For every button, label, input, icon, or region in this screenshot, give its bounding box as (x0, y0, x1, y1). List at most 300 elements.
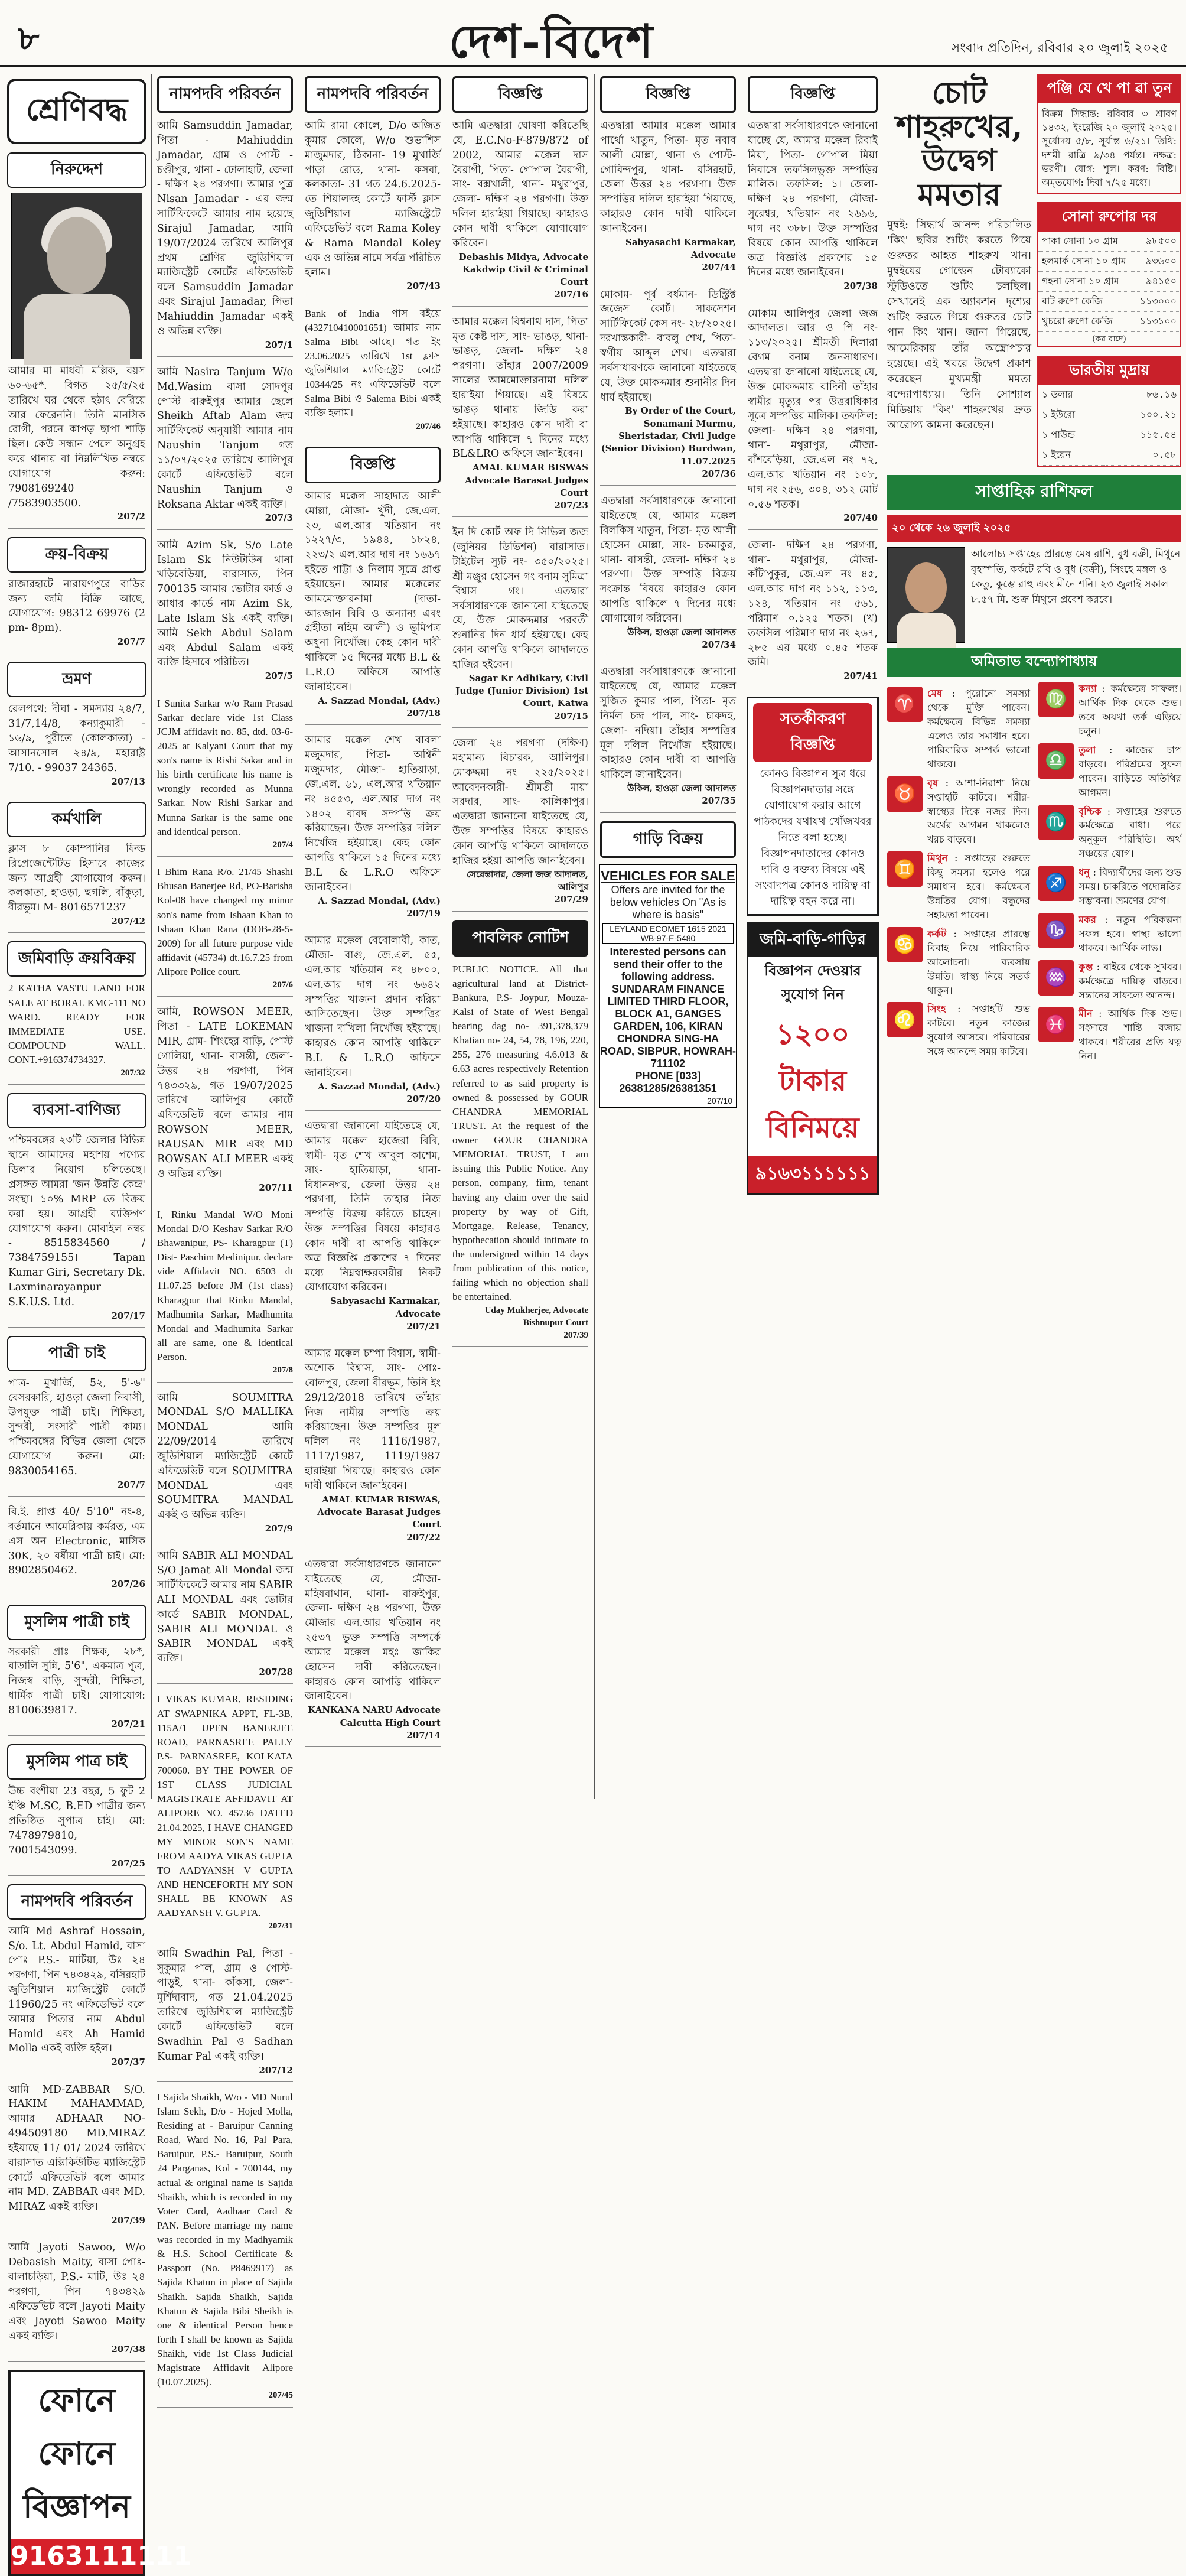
ad-signature: A. Sazzad Mondal, (Adv.) (318, 1081, 441, 1092)
rate-value: ১১৫.৫৪ (1106, 425, 1180, 445)
rate-label: ১ ডলার (1038, 385, 1106, 405)
horoscope-sign: ♐ ধনু : বিদ্যার্থীদের জন্য শুভ সময়। চাকরিতে পদোন্নতির সম্ভাবনা। ভ্রমণের যোগ। (1038, 866, 1181, 908)
vehicle-ad-title: VEHICLES FOR SALE (601, 868, 735, 883)
rate-row (1038, 312, 1180, 332)
classified-ad (600, 288, 736, 486)
rate-value: ৯৩৬০০ (1134, 252, 1180, 272)
rate-row (1038, 232, 1180, 252)
horoscope-sign: ♉ বৃষ : আশা-নিরাশা নিয়ে সপ্তাহটি কাটবে। শরীর-স্বাস্থ্যের দিকে নজর দিন। অর্থের আগমন থাকলেও খরচ বাড়বে। (887, 776, 1030, 847)
ad-ref: 207/38 (111, 2344, 145, 2355)
ad-text: আমি রামা কোলে, D/o অজিত কুমার কোলে, W/o শুভাশিস মাজুমদার, ঠিকানা- 19 মুখার্জি পাড়া রোড, থানা- কসবা, কলকাতা- 31 গত 24.6.2025-তে শিয়ালদহ কোর্টে ফার্স্ট ক্লাস জুডিশিয়াল ম্যাজিস্ট্রেটে এফিডেভিট বলে Rama Koley & Rama Mandal Koley এক ও অভিন্ন নামে সর্বত্র পরিচিত হলাম। (305, 120, 441, 279)
ad-text: রেলপথে: দীঘা - সমস্যায় ২৪/7, 31/7,14/8, কন্যাকুমারী - ১৬/৯, পুরীতে (কোলকাতা) - আসানসোল ২৪/৯, মহারাষ্ট্র 7/10. - 99037 24365. (8, 703, 145, 774)
rate-label: হলমার্ক সোনা ১০ গ্রাম (1038, 252, 1134, 272)
ad-ref: 207/36 (702, 468, 736, 479)
classified-ad (8, 842, 145, 934)
sign-name: কুম্ভ (1079, 961, 1093, 972)
currency-table (1038, 385, 1180, 466)
public-notice-text: PUBLIC NOTICE. All that agricultural land at District- Bankura, P.S- Joypur, Mouza- Kalsi of State of West Bengal bearing dag no- 391,378,379 Khatian no- 24, 54, 78, 196, 220, 255, 276 measuring 4.6.013 & 6.63 acres respectively Retention referred to as said property is owned & possessed by GOUR CHANDRA MEMORIAL TRUST. At the request of the owner GOUR CHANDRA MEMORIAL TRUST, I am issuing this Public Notice. Any person, company, firm, tenant having any claim over the said property by way of Gift, Mortgage, Release, Tenancy, hypothecation should intimate to the undersigned within 14 days from publication of this notice, failing which no objection shall be entertained. (452, 963, 588, 1303)
ad-text: আমি Azim Sk, S/o Late Islam Sk নিউটাউন থানা খড়িবেড়িয়া, বারাসাত, পিন 700135 আমার ভোটার কার্ড ও আধার কার্ডে নাম Azim Sk, Late Islam Sk একই ব্যক্তি। আমি Sekh Abdul Salam এবং Abdul Salam একই ব্যক্তি হিসাবে পরিচিত। (157, 539, 293, 669)
ad-text: আমার মক্কেল চম্পা বিশ্বাস, স্বামী- অশোক বিশ্বাস, সাং- পোঃ- বোলপুর, জেলা বীরভূম, তিনি ইং 29/12/2018 তারিখে তাঁহার নিজ নামীয় সম্পত্তি ক্রয় করিয়াছেন। উক্ত সম্পত্তির মূল দলিল নং 1116/1987, 1117/1987, 1119/1987 হারাইয়া গিয়াছে। কাহারও কোন দাবী থাকিলে জানাইবেন। (305, 1348, 441, 1492)
classified-ad (157, 697, 293, 857)
classified-ad (305, 934, 441, 1111)
classified-ad (8, 981, 145, 1085)
ad-ref: 207/29 (554, 894, 588, 905)
classified-ad (157, 119, 293, 357)
ad-text: 2 KATHA VASTU LAND FOR SALE AT BORAL KMC-111 NO WARD. READY FOR IMMEDIATE USE. COMPOUND WALL. CONT.+916374734327. (8, 983, 145, 1066)
classified-ad (748, 538, 878, 688)
ad-text: আমি, ROWSON MEER, পিতা - LATE LOKEMAN MIR, গ্রাম- শিংহের বাড়ি, পোস্ট গোলিয়া, থানা- বাসন্তী, জেলা- উত্তর ২৪ পরগণা, পিন ৭৪৩৩২৯, গত 19/07/2025 তারিখে আলিপুর কোর্টে এফিডেভিট বলে আমার নাম ROWSON MEER, RAUSAN MIR এবং MD ROWSAN ALI MEER একই ও অভিন্ন ব্যক্তি। (157, 1006, 293, 1180)
horoscope-intro-text: আলোচ্য সপ্তাহের প্রারম্ভে মেষ রাশি, বুধ বক্রী, মিথুনে বৃহস্পতি, কর্কটে রবি ও বুধ (বক্রী), সিংহে মঙ্গল ও কেতু, কুম্ভে রাহু এবং মীনে শনি। ২৩ জুলাই সকাল ৮.৫৭ মি. শুক্র মিথুনে প্রবেশ করবে। (971, 548, 1181, 606)
missing-person-photo (11, 193, 142, 359)
ad-ref: 207/14 (406, 1729, 441, 1741)
horoscope-sign: ♋ কর্কট : সপ্তাহের প্রারম্ভে বিবাহ নিয়ে পারিবারিক আলোচনা। ব্যবসায় উন্নতি। স্বাস্থ্য নিয়ে সতর্ক থাকুন। (887, 927, 1030, 998)
horoscope-sign: ♏ বৃশ্চিক : সপ্তাহের শুরুতে কর্মক্ষেত্রে বাধা। পরে অনুকূল পরিস্থিতি। অর্থ সঞ্চয়ের যোগ। (1038, 805, 1181, 861)
classified-ad (8, 1133, 145, 1327)
property-ad-subheading: বিজ্ঞাপন দেওয়ার সুযোগ নিন (764, 961, 861, 1003)
phone-ad-number[interactable]: 9163111111 (11, 2539, 143, 2574)
ad-ref: 207/7 (117, 636, 145, 648)
classified-ad (305, 489, 441, 725)
sign-text: সপ্তাহের শুরুতে কিছু সমস্যা হলেও পরে সমাধান হবে। কর্মক্ষেত্রে উন্নতির যোগ। বন্ধুদের সহায়তা পাবেন। (927, 853, 1030, 921)
sign-text: কাজের চাপ বাড়বে। পরিশ্রমের সুফল পাবেন। বাড়িতে অতিথির আগমন। (1079, 744, 1181, 798)
public-notice-signature: Uday Mukherjee, Advocate Bishnupur Court (484, 1305, 588, 1328)
vehicle-heading: গাড়ি বিক্রয় (600, 821, 736, 858)
ad-ref: 207/39 (111, 2215, 145, 2226)
zodiac-icon: ♌ (887, 1002, 923, 1037)
ad-text: এতদ্বারা সর্বসাধারণকে জানানো যাইতেছে যে, আমার মক্কেল বিলকিস খাতুন, পিতা- মৃত আলী হোসেন মোল্লা, সাং- চকমাকুর, থানা- বাসন্তী, জেলা- দক্ষিণ ২৪ পরগণা। উক্ত সম্পত্তি বিক্রয় সংক্রান্ত বিষয়ে কাহারও কোন আপত্তি থাকিলে ৭ দিনের মধ্যে যোগাযোগ করিবেন। (600, 495, 736, 625)
ad-ref: 207/45 (268, 2390, 293, 2401)
ad-text: পশ্চিমবঙ্গের ২৩টি জেলার বিভিন্ন স্থানে আমাদের মহাশয় পণ্যের ডিলার নিয়োগ চলিতেছে। প্রসঙ্গত আমরা 'জন উন্নতি কেন্দ্র' সংস্থা। ১০% MRP তে বিক্রয় করা হয়। আগ্রহী ব্যক্তিগণ যোগাযোগ করুন। মোবাইল নম্বর - 8515834560 / 7384759155। Tapan Kumar Giri, Secretary Dk. Laxminarayanpur S.K.U.S. Ltd. (8, 1134, 145, 1308)
ad-ref: 207/13 (111, 776, 145, 787)
ad-signature: উকিল, হাওড়া জেলা আদালত (627, 626, 736, 638)
ad-signature: KANKANA NARU Advocate Calcutta High Court (308, 1705, 441, 1728)
classified-ad (305, 1119, 441, 1338)
rate-label: ১ ইউরো (1038, 405, 1106, 425)
zodiac-icon: ♒ (1038, 960, 1074, 996)
ad-ref: 207/41 (843, 671, 878, 682)
ad-signature: উকিল, হাওড়া জেলা আদালত (627, 783, 736, 794)
ad-ref: 207/16 (554, 289, 588, 300)
ad-ref: 207/43 (406, 281, 441, 292)
column-divider (151, 74, 152, 1799)
currency-box (1037, 356, 1181, 467)
ad-ref: 207/46 (416, 421, 441, 431)
ad-text: এতদ্বারা সর্বসাধারণকে জানানো যাইতেছে যে, মৌজা- মহিষবাথান, থানা- বারুইপুর, জেলা- দক্ষিণ ২৪ পরগণা, উক্ত মৌজার এল.আর খতিয়ান নং ২৫৩৭ ভুক্ত সম্পত্তি সম্পর্কে আমার মক্কেল মহঃ জাকির হোসেন দাবী করিতেছেন। কাহারও কোন আপত্তি থাকিলে জানাইবেন। (305, 1558, 441, 1703)
sign-name: মকর (1079, 913, 1096, 925)
notice-list (301, 489, 444, 1747)
zodiac-icon: ♉ (887, 776, 923, 812)
ad-ref: 207/1 (265, 339, 293, 350)
column-heading: বিজ্ঞপ্তি (452, 76, 588, 113)
ad-text: পাত্র- মুখার্জি, 5২, 5'-৬" বেসরকারি, হাওড়া জেলা নিবাসী, উপযুক্ত পাত্রী চাই। শিক্ষিতা, সুন্দরী, সংসারী পাত্রী কাম্য। পশ্চিমবঙ্গের বিভিন্ন জেলা থেকে যোগাযোগ করুন। মো: 9830054165. (8, 1377, 145, 1477)
horoscope-sign: ♊ মিথুন : সপ্তাহের শুরুতে কিছু সমস্যা হলেও পরে সমাধান হবে। কর্মক্ষেত্রে উন্নতির যোগ। বন্ধুদের সহায়তা পাবেন। (887, 851, 1030, 922)
classified-ad (600, 119, 736, 279)
category-heading: মুসলিম পাত্র চাই (7, 1744, 146, 1780)
ad-list (449, 119, 592, 912)
public-notice (452, 962, 588, 1348)
ad-ref: 207/31 (268, 1921, 293, 1931)
ad-text: আমার মক্কেল বেবোলাবী, কাত, মৌজা- বাগু, জে.এল. ৫৫, এল.আর খতিয়ান নং ৪৮০০, এল.আর দাগ নং ৬৬৪২ সম্পত্তির খাজনা প্রদান করিয়া আসিতেছেন। উক্ত সম্পত্তির খাজনা দাখিলা নিখোঁজ হইয়াছে। কাহারও কোন আপত্তি থাকিলে B.L & L.R.O অফিসে জানাইবেন। (305, 935, 441, 1079)
astrologer-photo (887, 547, 965, 643)
sign-text: সপ্তাহের শুরুতে কর্মক্ষেত্রে বাধা। পরে অনুকূল পরিস্থিতি। অর্থ সঞ্চয়ের যোগ। (1079, 805, 1181, 860)
classified-column-2 (154, 74, 296, 2401)
sign-name: বৃষ (927, 777, 939, 789)
ad-list (744, 119, 881, 688)
rate-value: ৯৮৫০০ (1134, 232, 1180, 252)
astrologer-intro (887, 547, 1181, 643)
ad-ref: 207/9 (265, 1523, 293, 1534)
currency-title: ভারতীয় মুদ্রায় (1038, 357, 1180, 385)
section-title: দেশ-বিদেশ (449, 15, 654, 69)
ad-text: জেলা- দক্ষিণ ২৪ পরগণা, থানা- মথুরাপুর, মৌজা- কাঁটাপুকুর, জে.এল নং ৪৫, এল.আর দাগ নং ১১২, ১১৩, ১২৪, খতিয়ান নং ৫৬১, পরিমাণ ০.১২৫ শতক। (খ) তফসিল পরিমাণ দাগ নং ২৬৭, ২৮৫ এর মধ্যে ০.৪৫ শতক জমি। (748, 539, 878, 669)
rate-label: বাট রুপো কেজি (1038, 292, 1134, 312)
classified-ad (157, 1391, 293, 1541)
sign-name: ধনু (1079, 867, 1090, 879)
classified-ad (452, 119, 588, 307)
horoscope-signs (887, 682, 1181, 1066)
classified-ad (305, 119, 441, 298)
rate-row (1038, 425, 1180, 445)
vehicle-sale-ad (599, 864, 737, 1108)
horoscope-sign: ♒ কুম্ভ : বাইরে থেকে সুখবর। কর্মক্ষেত্রে দায়িত্ব বাড়বে। সন্তানের সাফল্যে আনন্দ। (1038, 960, 1181, 1003)
classified-ad (157, 1549, 293, 1684)
classified-ad (157, 1005, 293, 1199)
gold-price-box (1037, 202, 1181, 347)
classified-ad (8, 1645, 145, 1736)
ad-text: আমার মা মাধবী মল্লিক, বয়স ৬০-৬৫*. বিগত ২৫/৫/২৫ তারিখে ঘর থেকে হঠাৎ বেরিয়ে আর ফেরেননি। তিনি মানসিক রোগী, পরনে কাপড় ছাপা শাড়ি ছিল। কেউ সন্ধান পেলে অনুগ্রহ করে থানায় বা নিম্নলিখিত নম্বরে যোগাযোগ করুন: 7908169240 /7583903500. (8, 365, 145, 509)
vehicle-ad-address: SUNDARAM FINANCE LIMITED THIRD FLOOR, BLOCK A1, GANGES GARDEN, 106, KIRAN CHONDRA SING-HA ROAD, SIBPUR, HOWRAH-711102 (600, 983, 736, 1069)
horoscope-sign: ♍ কন্যা : কর্মক্ষেত্রে সাফল্য। আর্থিক দিক থেকে শুভ। তবে অযথা তর্ক এড়িয়ে চলুন। (1038, 682, 1181, 739)
masthead (0, 0, 1186, 67)
zodiac-icon: ♑ (1038, 913, 1074, 948)
horoscope-heading: সাপ্তাহিক রাশিফল (887, 475, 1181, 510)
public-notice-heading: পাবলিক নোটিশ (452, 920, 588, 957)
horoscope-date: ২০ থেকে ২৬ জুলাই ২০২৫ (887, 515, 1181, 542)
ad-ref: 207/15 (554, 710, 588, 721)
sign-name: তুলা (1079, 744, 1096, 756)
ad-ref: 207/10 (707, 1095, 732, 1105)
ad-text: আমি SOUMITRA MONDAL S/O MALLIKA MONDAL আমি 22/09/2014 তারিখে জুডিশিয়াল ম্যাজিস্ট্রেট কোর্টে এফিডেভিট বলে SOUMITRA MONDAL এবং SOUMITRA MANDAL একই ও অভিন্ন ব্যক্তি। (157, 1391, 293, 1521)
ad-text: আমি Swadhin Pal, পিতা - সুকুমার পাল, গ্রাম ও পোস্ট- পাড়ুই, থানা- কাঁকসা, জেলা- মুর্শিদাবাদ, গত 21.04.2025 তারিখে জুডিশিয়াল ম্যাজিস্ট্রেট কোর্টে এফিডেভিট বলে Swadhin Pal ও Sadhan Kumar Pal একই ব্যক্তি। (157, 1947, 293, 2063)
ad-text: রাজারহাটে নারায়ণপুরে বাড়ির জন্য জমি বিক্রি আছে, যোগাযোগ: 98312 69976 (2 pm- 8pm). (8, 578, 145, 635)
ad-ref: 207/26 (111, 1579, 145, 1590)
ad-text: মোকাম- পূর্ব বর্ধমান- ডিস্ট্রিক্ট জজেস কোর্ট। সাকসেশন সার্টিফিকেট কেস নং- ২৮/২০২৫। দরখাস্তকারী- বাবলু শেখ, পিতা- স্বর্গীয় আব্দুল শেখ। এতদ্বারা সর্বসাধারণকে জানানো যাইতেছে যে, উক্ত মোকদ্দমার শুনানীর দিন ধার্য হইয়াছে। (600, 288, 736, 404)
ad-text: আমি MD-ZABBAR S/O. HAKIM MAHAMMAD, আমার ADHAAR NO- 494509180 MD.MIRAZ হইয়াছে 11/ 01/ 2024 তারিখে বারাসাত এক্সিকিউটিভ ম্যাজিস্ট্রেট কোর্টে এফিডেভিট বলে আমার নাম MD. ZABBAR এবং MD. MIRAZ একই ব্যক্তি। (8, 2083, 145, 2213)
ad-text: আমার মক্কেল সাহাদাত আলী মোল্লা, মৌজা- খুঁদী, জে.এল. ২৩, এল.আর খতিয়ান নং ১২২৭/৩, ১৯৪৪, ১৮২৪, ২২৩/২ এল.আর দাগ নং ১৬৬৭ হইতে পাট্টা ও নিলাম সূত্রে প্রাপ্ত হইয়াছেন। আমার মক্কেলের আমমোক্তারনামা (দাতা- আরজান বিবি ও অন্যান্য এবং গ্রহীতা নহিম আলী) ও ভূমিপত্র অধুনা নিখোঁজ। কেহ কোন দাবী থাকিলে ১৫ দিনের মধ্যে B.L & L.R.O অফিসে আপত্তি জানাইবেন। (305, 490, 441, 693)
ad-signature: Sabyasachi Karmakar, Advocate (625, 236, 736, 261)
ad-ref: 207/4 (272, 840, 293, 850)
category-heading: ভ্রমণ (7, 662, 146, 697)
panjika-text: বিক্রম সিদ্ধান্ত: রবিবার ৩ শ্রাবণ ১৪৩২, ইংরেজি ২০ জুলাই ২০২৫। সূর্যোদয় ৫/৮, সূর্যাস্ত ৬/২১। তিথি: দশমী রাত্রি ৯/৩৪ পর্যন্ত। নক্ষত্র: ভরণী। যোগ: শূল। করণ: বিষ্টি। অমৃতযোগ: দিবা ৭/২৫ মধ্যে। (1042, 108, 1177, 188)
gold-price-table (1038, 232, 1180, 332)
ad-text: আমি Jayoti Sawoo, W/o Debasish Maity, বাসা পোঃ- বালাচড়িয়া, P.S.- মাটি, উঃ ২৪ পরগণা, পিন ৭৪৩৪২৯ এফিডেভিট বলে Jayoti Maity এবং Jayoti Sawoo Maity একই ব্যক্তি। (8, 2242, 145, 2342)
zodiac-icon: ♊ (887, 851, 923, 887)
classified-ad (8, 1784, 145, 1876)
zodiac-icon: ♏ (1038, 805, 1074, 840)
ad-ref: 207/22 (406, 1531, 441, 1543)
rate-row (1038, 252, 1180, 272)
classified-sections (5, 152, 149, 2362)
ad-ref: 207/5 (265, 671, 293, 682)
zodiac-icon: ♈ (887, 687, 923, 722)
ad-ref: 207/17 (111, 1310, 145, 1321)
rate-label: ১ ইয়েন (1038, 445, 1106, 466)
classified-ad (305, 1346, 441, 1549)
ad-signature: Sagar Kr Adhikary, Civil Judge (Junior Division) 1st Court, Katwa (455, 672, 588, 709)
ad-ref: 207/28 (259, 1667, 293, 1678)
ad-text: I Bhim Rana R/o. 21/45 Shashi Bhusan Banerjee Rd, PO-Barisha Kol-08 have changed my minor son's name from Ishaan Khan to Ishaan Khan Rana (DOB-28-5-2009) for all future purpose vide affidavit (45734) dt.16.7.25 from Alipore Police court. (157, 866, 293, 977)
category-heading: জমিবাড়ি ক্রয়বিক্রয় (7, 941, 146, 977)
rate-value: ০.৫৮ (1106, 445, 1180, 466)
rate-label: ১ পাউন্ড (1038, 425, 1106, 445)
classified-ad (157, 538, 293, 688)
vehicle-ad-phone[interactable]: PHONE [033] 26381285/26381351 (619, 1069, 717, 1094)
gold-price-note: (কর বাদে) (1092, 334, 1126, 344)
property-ad-phone[interactable]: ৯১৬৩১১১১১১ (748, 1156, 877, 1193)
ad-text: ক্লাস ৮ কোম্পানির ফিল্ড রিপ্রেজেন্টেটিভ হিসাবে কাজের জন্য আগ্রহী যোগাযোগ করুন। কলকাতা, হাওড়া, হুগলি, বাঁকুড়া, বীরভূম। M- 8016571237 (8, 843, 145, 914)
horoscope-sign: ♎ তুলা : কাজের চাপ বাড়বে। পরিশ্রমের সুফল পাবেন। বাড়িতে অতিথির আগমন। (1038, 743, 1181, 800)
ad-ref: 207/34 (702, 639, 736, 650)
ad-ref: 207/3 (265, 512, 293, 523)
sign-name: কর্কট (927, 928, 947, 939)
ad-text: Bank of India পাস বইয়ে (432710410001651) আমার নাম Salma Bibi আছে। গত ইং 23.06.2025 তারিখে 1st ক্লাস জুডিশিয়াল ম্যাজিস্ট্রেট কোর্টে 10344/25 নং এফিডেভিট বলে Salma Bibi ও Salema Bibi একই ব্যক্তি হলাম। (305, 307, 441, 419)
ad-ref: 207/6 (272, 980, 293, 990)
sign-name: বৃশ্চিক (1079, 805, 1102, 817)
sign-text: বিদ্যার্থীদের জন্য শুভ সময়। চাকরিতে পদোন্নতির সম্ভাবনা। ভ্রমণের যোগ। (1079, 867, 1181, 907)
ad-text: I Sajida Shaikh, W/o - MD Nurul Islam Sekh, D/o - Hojed Molla, Residing at - Baruipur Canning Road, Ward No. 16, Pal Para, Baruipur, P.S.- Baruipur, South 24 Parganas, Kol - 700144, my actual & original name is Sajida Shaikh, which is recorded in my Voter Card, Aadhaar Card & PAN. Before marriage my name was recorded in my Madhyamik & H.S. School Certificate & Passport (No. P8469917) as Sajida Khatun in place of Sajida Shaikh. Sajida Shaikh, Sajida Khatun & Sajida Bibi Sheikh is one & identical Person hence forth I shall be known as Sajida Shaikh, vide 1st Class Judicial Magistrate Affidavit Alipore (10.07.2025). (157, 2091, 293, 2388)
ad-ref: 207/23 (554, 500, 588, 511)
classified-ad (8, 702, 145, 793)
phone-ad-title: ফোনে ফোনে বিজ্ঞাপন (23, 2380, 131, 2525)
classified-ad (157, 1692, 293, 1938)
rate-value: ১১৩১০০ (1134, 312, 1180, 332)
ad-ref: 207/21 (111, 1718, 145, 1729)
category-heading: ক্রয়-বিক্রয় (7, 537, 146, 573)
ad-ref: 207/2 (117, 511, 145, 522)
classified-ad (8, 2083, 145, 2233)
phone-ad-box (8, 2370, 192, 2576)
ad-text: I Sunita Sarkar w/o Ram Prasad Sarkar declare vide 1st Class JCJM affidavit no. 85, dtd. 03-6-2025 at Kalyani Court that my son's name is Rishi Sakar and in his birth certificate his name is wrongly recorded as Munna Sarkar. Now Rishi Sarkar and Munna Sarkar is the same one and identical person. (157, 697, 293, 837)
classified-ad (8, 2240, 145, 2361)
classified-ad (305, 733, 441, 925)
classified-ad (8, 1924, 145, 2074)
ad-signature: AMAL KUMAR BISWAS, Advocate Barasat Judges Court (317, 1494, 441, 1530)
ad-ref: 207/44 (702, 262, 736, 273)
awareness-title: সতর্কীকরণ বিজ্ঞপ্তি (753, 703, 872, 762)
sign-text: বাইরে থেকে সুখবর। কর্মক্ষেত্রে দায়িত্ব বাড়বে। সন্তানের সাফল্যে আনন্দ। (1079, 961, 1181, 1001)
ad-signature: Sabyasachi Karmakar, Advocate (330, 1296, 441, 1319)
sign-name: মেষ (927, 688, 942, 700)
classified-column-5 (597, 74, 739, 1805)
ad-ref: 207/11 (259, 1182, 293, 1193)
classified-ad (600, 494, 736, 656)
classified-ad (8, 364, 145, 529)
classified-ad (8, 577, 145, 654)
classified-ad (157, 1947, 293, 2082)
ad-text: উচ্চ বংশীয়া 23 বছর, 5 ফুট 2 ইঞ্চি M.SC, B.ED পাত্রীর জন্য প্রতিষ্ঠিত সুপাত্র চাই। মো: 7478979810, 7001543099. (8, 1785, 145, 1856)
ad-signature: Debashis Midya, Advocate Kakdwip Civil & Criminal Court (458, 251, 588, 288)
sign-name: সিংহ (927, 1003, 946, 1015)
ad-signature: AMAL KUMAR BISWAS Advocate Barasat Judges Court (465, 462, 588, 498)
rate-row (1038, 445, 1180, 466)
classified-column-3 (301, 74, 444, 1805)
classified-ad (305, 1557, 441, 1747)
ad-text: I, Rinku Mandal W/O Moni Mondal D/O Keshav Sarkar R/O Bhawanipur, PS- Kharagpur (T) Dist- Paschim Medinipur, declare vide Affidavit NO. 6503 dt 11.07.25 before JM (1st class) Kharagpur that Rinku Mandal, Madhumita Sarkar, Madhumita Mondal and Madhumita Sarkar all are same, one & identical Person. (157, 1208, 293, 1363)
vehicle-ad-line: Interested persons can send their offer to the following address. (610, 945, 726, 983)
classified-ad (157, 865, 293, 997)
horoscope-sign: ♈ মেষ : পুরোনো সমস্যা থেকে মুক্তি পাবেন। কর্মক্ষেত্রে বিভিন্ন সমস্যা এলেও তার সমাধান হবে। পারিবারিক সম্পর্ক ভালো থাকবে। (887, 687, 1030, 772)
sign-name: মীন (1079, 1008, 1093, 1020)
rate-label: পাকা সোনা ১০ গ্রাম (1038, 232, 1134, 252)
sign-name: কন্যা (1079, 683, 1097, 695)
ad-text: বি.ই. প্রাপ্ত 40/ 5'10" নং-৪, বর্তমানে আমেরিকায় কর্মরত, এম এস অন Electronic, মাসিক 30K, ২০ বর্ষীয়া পাত্রী চাই। মো: 8902850462. (8, 1506, 145, 1577)
gold-price-title: সোনা রুপোর দর (1038, 203, 1180, 232)
column-heading: বিজ্ঞপ্তি (748, 76, 878, 113)
rate-value: ৮৬.১৬ (1106, 385, 1180, 405)
sign-name: মিথুন (927, 853, 948, 864)
awareness-text: কোনও বিজ্ঞাপন সুত্র ধরে বিজ্ঞাপনদাতার সঙ্গে যোগাযোগ করার আগে পাঠকদের যথাযথ খোঁজখবর নিতে বলা হচ্ছে। বিজ্ঞাপনদাতাদের কোনও দাবি ও বক্তব্য বিষয়ে এই সংবাদপত্র কোনও দায়িত্ব বা দায়িত্ব বহন করে না। (754, 767, 872, 908)
ad-text: মোকাম আলিপুর জেলা জজ আদালত। আর ও পি নং- ১১৩/২০২৫। শ্রীমতী দিলারা বেগম বনাম জনসাধারণ। এতদ্বারা জানানো যাইতেছে যে, উক্ত মোকদ্দমায় বাদিনী তাঁহার স্বামীর মৃত্যুর পর উত্তরাধিকার সূত্রে সম্পত্তির মালিক। তফসিল: জেলা- দক্ষিণ ২৪ পরগণা, থানা- মথুরাপুর, মৌজা- বাঁশবেড়িয়া, জে.এল নং ৭২, এল.আর খতিয়ান নং ১০৮, দাগ নং ২৫৬, ৩০৪, ৩১২ মোট ০.৫৬ শতক। (748, 307, 878, 510)
page-number: ৮ (18, 19, 40, 58)
ad-signature: সেরেস্তাদার, জেলা জজ আদালত, আলিপুর (466, 869, 588, 892)
classified-ad (157, 365, 293, 530)
zodiac-icon: ♍ (1038, 682, 1074, 717)
ad-ref: 207/40 (843, 512, 878, 523)
rate-label: খুচরো রুপো কেজি (1038, 312, 1134, 332)
ad-list (154, 119, 296, 2408)
rate-row (1038, 385, 1180, 405)
ad-text: আমি এতদ্বারা ঘোষণা করিতেছি যে, E.C.No-F-879/872 of 2002, আমার মক্কেল দাস বৈরাগী, পিতা- গোপাল বৈরাগী, সাং- বক্সখালী, থানা- মথুরাপুর, জেলা- দক্ষিণ ২৪ পরগণা। উক্ত দলিল হারাইয়া গিয়াছে। কাহারও কোন দাবী থাকিলে যোগাযোগ করিবেন। (452, 120, 588, 249)
story-body: মুম্বই: সিদ্ধার্থ আনন্দ পরিচালিত 'কিং' ছবির শুটিং করতে গিয়ে গুরুতর আহত শাহরুখ খান। মুম্বইয়ের গোল্ডেন টোব্যাকো স্টুডিওতে শুটিং চলছিল। সেখানেই এক অ্যাকশন দৃশ্যের শুটিং করতে গিয়ে গুরুতর চোট পান কিং খান। জানা গিয়েছে, আমেরিকায় তাঁর অস্ত্রোপচার হয়েছে। এই খবরে উদ্বেগ প্রকাশ করেছেন মুখ্যমন্ত্রী মমতা বন্দ্যোপাধ্যায়। তিনি সোশ্যাল মিডিয়ায় 'কিং' শাহরুখের দ্রুত আরোগ্য কামনা করেছেন। (887, 218, 1031, 431)
ad-text: ইন দি কোর্ট অফ দি সিভিল জজ (জুনিয়র ডিভিশন) বারাসাত। টাইটেল স্যুট নং- ৩৫০/২০২৫। শ্রী মঞ্জুর হোসেন গং বনাম সুমিত্রা বিশ্বাস গং। এতদ্বারা সর্বসাধারণকে জানানো যাইতেছে যে, উক্ত মোকদ্দমার পরবর্তী শুনানির দিন ধার্য হইয়াছে। কেহ কোন আপত্তি থাকিলে আদালতে হাজির হইবেন। (452, 526, 588, 671)
classified-ad (305, 307, 441, 438)
classified-column-4 (449, 74, 592, 1805)
ad-text: আমি Nasira Tanjum W/o Md.Wasim বাসা সোদপুর পোস্ট বারুইপুর আমার ছেলে Sheikh Aftab Alam জন্ম সার্টিফিকেট অনুযায়ী আমার নাম Naushin Tanjum গত ১১/০৭/২০২৫ তারিখে আলিপুর কোর্টে এফিডেভিট বলে Naushin Tanjum ও Roksana Aktar একই ব্যক্তি। (157, 366, 293, 510)
sign-text: আশা-নিরাশা নিয়ে সপ্তাহটি কাটবে। শরীর-স্বাস্থ্যের দিকে নজর দিন। অর্থের আগমন থাকলেও খরচ বাড়বে। (927, 777, 1030, 845)
sign-text: নতুন পরিকল্পনা সফল হবে। স্বাস্থ্য ভালো থাকবে। আর্থিক লাভ। (1079, 913, 1181, 954)
category-heading: নিরুদ্দেশ (7, 152, 146, 188)
vehicle-ad-line: Offers are invited for the below vehicles On "As is where is basis" (610, 883, 726, 921)
zodiac-icon: ♎ (1038, 743, 1074, 779)
ad-text: আমি Md Ashraf Hossain, S/o. Lt. Abdul Hamid, বাসা পোঃ P.S.- মাটিয়া, উঃ ২৪ পরগণা, পিন ৭৪৩৪২৯, বসিরহাট জুডিশিয়াল ম্যাজিস্ট্রেট কোর্টে 11960/25 নং এফিডেভিট বলে আমার পিতার নাম Abdul Hamid এবং Ah Hamid Molla একই ব্যক্তি হইল। (8, 1925, 145, 2055)
classified-ad (748, 119, 878, 298)
notice-heading: বিজ্ঞপ্তি (305, 447, 441, 483)
zodiac-icon: ♓ (1038, 1007, 1074, 1042)
ad-ref: 207/37 (111, 2057, 145, 2068)
ad-text: জেলা ২৪ পরগণা (দক্ষিণ) মহামান্য বিচারক, আলিপুর। মোকদ্দমা নং ২২৫/২০২৫। আবেদনকারী- শ্রীমতী মায়া সরদার, সাং- কালিকাপুর। এতদ্বারা জানানো যাইতেছে যে, উক্ত সম্পত্তির বিষয়ে কাহারও কোন আপত্তি থাকিলে আদালতে হাজির হইয়া আপত্তি জানাইবেন। (452, 737, 588, 867)
classified-ad (8, 1505, 145, 1596)
ad-signature: A. Sazzad Mondal, (Adv.) (318, 895, 441, 906)
zodiac-icon: ♐ (1038, 866, 1074, 901)
classified-ad (748, 307, 878, 530)
panjika-box (1037, 74, 1181, 194)
horoscope-sign: ♓ মীন : আর্থিক দিক শুভ। সংসারে শান্তি বজায় থাকবে। শরীরের প্রতি যত্ন নিন। (1038, 1007, 1181, 1063)
column-divider (594, 74, 595, 1799)
rate-label: গহনা সোনা ১০ গ্রাম (1038, 272, 1134, 292)
classified-ad (452, 525, 588, 728)
ad-signature: A. Sazzad Mondal, (Adv.) (318, 695, 441, 706)
sign-text: সপ্তাহের প্রারম্ভে বিবাহ নিয়ে পারিবারিক আলোচনা। ব্যবসায় উন্নতি। স্বাস্থ্য নিয়ে সতর্ক থাকুন। (927, 928, 1030, 996)
ad-ref: 207/7 (117, 1479, 145, 1490)
rate-row (1038, 405, 1180, 425)
ad-ref: 207/42 (111, 916, 145, 927)
ad-ref: 207/20 (406, 1093, 441, 1104)
horoscope-sign: ♑ মকর : নতুন পরিকল্পনা সফল হবে। স্বাস্থ্য ভালো থাকবে। আর্থিক লাভ। (1038, 913, 1181, 955)
vehicle-ad-table: LEYLAND ECOMET 1615 2021 WB-97-E-5480 (602, 923, 734, 944)
horoscope-sign: ♌ সিংহ : সপ্তাহটি শুভ কাটবে। নতুন কাজের সুযোগ আসবে। পরিবারের সঙ্গে আনন্দে সময় কাটবে। (887, 1002, 1030, 1059)
ad-ref: 207/39 (563, 1331, 588, 1341)
rate-value: ৯৪১৫০ (1134, 272, 1180, 292)
dateline: সংবাদ প্রতিদিন, রবিবার ২০ জুলাই ২০২৫ (951, 41, 1168, 56)
classified-ad (157, 2090, 293, 2408)
ad-list (597, 119, 739, 813)
property-ad-price: ১২০০ টাকার বিনিময়ে (766, 1017, 859, 1144)
category-heading: পাত্রী চাই (7, 1336, 146, 1371)
category-heading: মুসলিম পাত্রী চাই (7, 1605, 146, 1640)
zodiac-icon: ♋ (887, 927, 923, 962)
awareness-notice (747, 697, 879, 916)
classified-column-1 (5, 74, 192, 2571)
rate-row (1038, 292, 1180, 312)
column-heading: বিজ্ঞপ্তি (600, 76, 736, 113)
ad-signature: By Order of the Court, Sonamani Murmu, Sheristadar, Civil Judge (Senior Division) Burdwan, 11.07.2025 (601, 405, 736, 467)
ad-text: আমি Samsuddin Jamadar, পিতা - Mahiuddin Jamadar, গ্রাম ও পোস্ট - চণ্ডীপুর, থানা - ঢোলাহাট, জেলা - দক্ষিণ ২৪ পরগণা। আমার পুত্র Nisan Jamadar - এর জন্ম সার্টিফিকেটে আমার নাম হয়েছে Sirajul Jamadar, আমি 19/07/2024 তারিখে আলিপুর প্রথম শ্রেণির জুডিশিয়াল ম্যাজিস্ট্রেট কোর্টের এফিডেভিট বলে Samsuddin Jamadar এবং Sirajul Jamadar, পিতা Mahiuddin Jamadar একই ও অভিন্ন ব্যক্তি। (157, 120, 293, 337)
classified-ad (600, 665, 736, 812)
rate-value: ১০০.২১ (1106, 405, 1180, 425)
ad-text: এতদ্বারা সর্বসাধারণকে জানানো যাচ্ছে যে, আমার মক্কেল রিবাই মিয়া, পিতা- গোপাল মিয়া নিবাসে তফসিলভুক্ত সম্পত্তির মালিক। তফসিল: ১। জেলা- দক্ষিণ ২৪ পরগণা, মৌজা- সুরেশ্বর, খতিয়ান নং ২৬৯৬, দাগ নং ৩৮৮। উক্ত সম্পত্তির বিষয়ে কোন আপত্তি থাকিলে অত্র বিজ্ঞপ্তি প্রকাশের ১৫ দিনের মধ্যে জানাইবেন। (748, 120, 878, 279)
story-headline: চোট শাহরুখের, উদ্বেগ মমতার (895, 75, 1023, 213)
rate-row (1038, 272, 1180, 292)
ad-ref: 207/35 (702, 795, 736, 806)
property-ad-heading: জমি-বাড়ি-গাড়ির (748, 923, 877, 957)
category-heading: ব্যবসা-বাণিজ্য (7, 1093, 146, 1128)
column-heading: নামপদবি পরিবর্তন (157, 76, 293, 113)
ad-list (301, 119, 444, 438)
category-heading: নামপদবি পরিবর্তন (7, 1884, 146, 1920)
ad-ref: 207/38 (843, 281, 878, 292)
classified-ad (452, 315, 588, 518)
ad-text: আমার মক্কেল বিশ্বনাথ দাস, পিতা মৃত কেষ্ট দাস, সাং- ভাঙড়, থানা- ভাঙড়, জেলা- দক্ষিণ ২৪ পরগণা। তাঁহার 2007/2009 সালের আমমোক্তারনামা দলিল হারাইয়া গিয়াছে। এই বিষয়ে ভাঙড় থানায় জিডি করা হইয়াছে। কাহারও কোন দাবী বা আপত্তি থাকিলে ৭ দিনের মধ্যে BL&LRO অফিসে জানাইবেন। (452, 316, 588, 460)
category-heading: কর্মখালি (7, 802, 146, 837)
ad-text: আমি SABIR ALI MONDAL S/O Jamat Ali Mondal জন্ম সার্টিফিকেটে আমার নাম SABIR ALI MONDAL এবং ভোটার কার্ডে SABIR MONDAL, SABIR ALI MONDAL ও SABIR MONDAL একই ব্যক্তি। (157, 1550, 293, 1665)
sign-text: কর্মক্ষেত্রে সাফল্য। আর্থিক দিক থেকে শুভ। তবে অযথা তর্ক এড়িয়ে চলুন। (1079, 683, 1181, 737)
ad-text: এতদ্বারা সর্বসাধারণকে জানানো যাইতেছে যে, আমার মক্কেল সুজিত কুমার পাল, পিতা- মৃত নির্মল চন্দ্র পাল, সাং- চাকদহ, জেলা- নদিয়া। তাঁহার সম্পত্তির মূল দলিল নিখোঁজ হইয়াছে। কাহারও কোন দাবী বা আপত্তি থাকিলে জানাইবেন। (600, 666, 736, 781)
rate-value: ১১৩০০০ (1134, 292, 1180, 312)
sign-text: সপ্তাহটি শুভ কাটবে। নতুন কাজের সুযোগ আসবে। পরিবারের সঙ্গে আনন্দে সময় কাটবে। (927, 1003, 1030, 1058)
ad-text: সরকারী প্রাঃ শিক্ষক, ২৮*, বাড়ালি সুন্নি, 5'6", একমাত্র পুত্র, নিজস্ব বাড়ি, সুন্দরী, শিক্ষিতা, ধার্মিক পাত্রী চাই। যোগাযোগ: 8100639817. (8, 1645, 145, 1716)
ad-text: I VIKAS KUMAR, RESIDING AT SWAPNIKA APPT, FL-3B, 115A/1 UPEN BANERJEE ROAD, PARNASREE PALLY P.S- PARNASREE, KOLKATA 700060. BY THE POWER OF 1ST CLASS JUDICIAL MAGISTRATE AFFIDAVIT AT ALIPORE NO. 45736 DATED 21.04.2025, I HAVE CHANGED MY MINOR SON'S NAME FROM AADYA VIKAS GUPTA TO AADYANSH V GUPTA AND HENCEFORTH MY SON SHALL BE KNOWN AS AADYANSH V. GUPTA. (157, 1693, 293, 1919)
classified-main-heading: শ্রেণিবদ্ধ (7, 79, 146, 144)
ad-ref: 207/8 (272, 1365, 293, 1375)
panjika-title: পঞ্জি যে খে পা ৱা তুন (1038, 75, 1180, 103)
ad-text: এতদ্বারা আমার মক্কেল আমার পার্থো খাতুন, পিতা- মৃত নবাব আলী মোল্লা, থানা ও পোস্ট- গোবিন্দপুর, থানা- বসিরহাট, জেলা উত্তর ২৪ পরগণা। উক্ত সম্পত্তির দলিল হারাইয়া গিয়াছে, কাহারও কোন দাবী থাকিলে জানাইবেন। (600, 120, 736, 235)
sign-text: আর্থিক দিক শুভ। সংসারে শান্তি বজায় থাকবে। শরীরের প্রতি যত্ন নিন। (1079, 1008, 1181, 1062)
ad-ref: 207/19 (406, 908, 441, 919)
features-column (887, 74, 1181, 1805)
ad-ref: 207/12 (259, 2064, 293, 2076)
classified-ad (8, 1376, 145, 1497)
column-heading: নামপদবি পরিবর্তন (305, 76, 441, 113)
ad-text: আমার মক্কেল শেখ বাবলা মজুমদার, পিতা- অশ্বিনী মজুমদার, মৌজা- হাতিয়াড়া, জে.এল. ৬১, এল.আর খতিয়ান নং ৪৫৫৩, এল.আর দাগ নং ১৪০২ বাবদ সম্পত্তি ক্রয় করিয়াছেন। উক্ত সম্পত্তির দলিল নিখোঁজ হইয়াছে। কেহ কোন আপত্তি থাকিলে ১৫ দিনের মধ্যে B.L & L.R.O অফিসে জানাইবেন। (305, 734, 441, 893)
ad-ref: 207/32 (120, 1068, 145, 1078)
ad-ref: 207/18 (406, 707, 441, 718)
ad-ref: 207/25 (111, 1858, 145, 1869)
astrologer-name: অমিতাভ বন্দ্যোপাধ্যায় (887, 648, 1181, 677)
ad-text: এতদ্বারা জানানো যাইতেছে যে, আমার মক্কেল হাজেরা বিবি, স্বামী- মৃত শেখ আবুল কাশেম, সাং- হাতিয়াড়া, থানা- বিধাননগর, জেলা উত্তর ২৪ পরগণা, তিনি তাহার নিজ সম্পত্তি বিক্রয় করিতে চাহেন। উক্ত সম্পত্তির বিষয়ে কাহারও কোন দাবী বা আপত্তি থাকিলে অত্র বিজ্ঞপ্তি প্রকাশের ৭ দিনের মধ্যে নিম্নস্বাক্ষরকারীর নিকট যোগাযোগ করিবেন। (305, 1120, 441, 1294)
sign-text: পুরোনো সমস্যা থেকে মুক্তি পাবেন। কর্মক্ষেত্রে বিভিন্ন সমস্যা এলেও তার সমাধান হবে। পারিবারিক সম্পর্ক ভালো থাকবে। (927, 688, 1030, 770)
ad-ref: 207/21 (406, 1320, 441, 1332)
classified-ad (157, 1208, 293, 1383)
